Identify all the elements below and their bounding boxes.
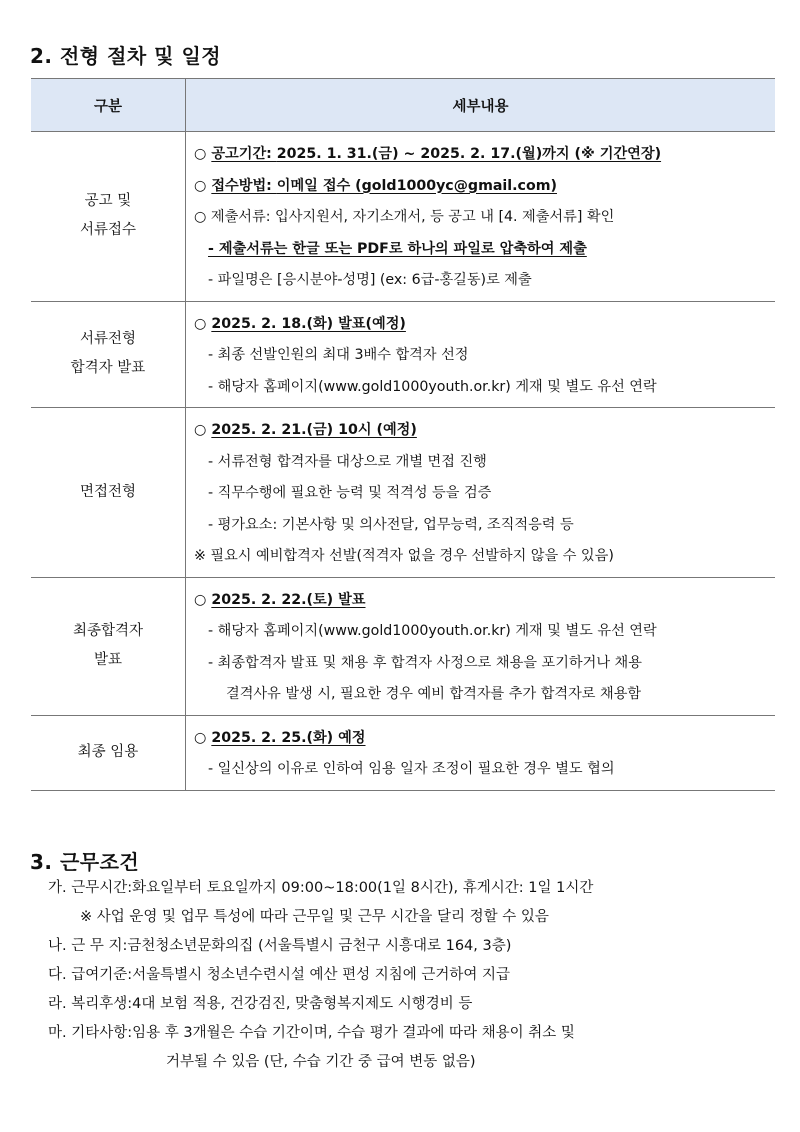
item-text: 서울특별시 청소년수련시설 예산 편성 지침에 근거하여 지급 [132,967,510,983]
detail-value: 2025. 2. 21.(금) 10시 (예정) [211,422,417,438]
bullet: ○ [194,729,212,746]
row-details [186,132,776,302]
detail-line [194,309,775,341]
row-category [31,301,186,408]
category-line: 서류접수 [79,222,137,239]
list-item [48,990,788,1019]
category-line: 최종합격자 [72,623,144,639]
detail-value: 2025. 2. 22.(토) 발표 [211,591,366,608]
category-line: 서류전형 [79,331,137,348]
item-text: 임용 후 3개월은 수습 기간이며, 수습 평가 결과에 따라 채용이 취소 및 [132,1025,575,1041]
detail-line [194,139,775,171]
table-row [31,408,775,578]
table-row [31,132,775,302]
list-item [48,1019,788,1048]
section-3-title: 3. 근무조건 [30,850,140,874]
item-label: 다. 급여기준: [48,967,133,983]
detail-line [194,234,775,266]
category-line: 최종 임용 [77,744,139,760]
item-text: 금천청소년문화의집 (서울특별시 금천구 시흥대로 164, 3층) [127,938,512,954]
section-2-title: 2. 전형 절차 및 일정 [30,44,222,68]
detail-line [194,723,775,755]
list-item-note: ※ 사업 운영 및 업무 특성에 따라 근무일 및 근무 시간을 달리 정할 수 있음 [80,909,549,925]
list-item [48,932,788,961]
detail-value: 2025. 2. 25.(화) 예정 [211,729,366,746]
item-text: 4대 보험 적용, 건강검진, 맞춤형복지제도 시행경비 등 [132,996,473,1012]
detail-line [194,415,775,447]
row-category [31,577,186,715]
detail-label: 공고기간: [211,146,277,162]
detail-line: - 직무수행에 필요한 능력 및 적격성 등을 검증 [208,485,492,501]
category-line: 합격자 발표 [70,360,146,377]
detail-line [194,171,775,203]
detail-line [194,585,775,617]
detail-label: 접수방법: [211,177,277,194]
row-details [186,301,776,408]
detail-line: - 최종 선발인원의 최대 3배수 합격자 선정 [208,347,469,363]
table-header-row [31,79,775,132]
item-label: 라. 복리후생: [48,996,133,1012]
item-text: 화요일부터 토요일까지 09:00~18:00(1일 8시간), 휴게시간: 1일 1시간 [132,880,594,896]
detail-line: 결격사유 발생 시, 필요한 경우 예비 합격자를 추가 합격자로 채용함 [226,686,642,702]
item-label: 나. 근 무 지: [48,938,128,954]
bullet: ○ [194,591,212,608]
table-row [31,301,775,408]
category-line: 발표 [93,652,122,668]
list-item [48,874,788,903]
bullet: ○ [194,422,212,438]
detail-line: ○ 제출서류: 입사지원서, 자기소개서, 등 공고 내 [4. 제출서류] 확인 [194,209,615,225]
detail-line: - 파일명은 [응시분야-성명] (ex: 6급-홍길동)로 제출 [208,272,532,288]
row-details [186,577,776,715]
detail-value: 2025. 2. 18.(화) 발표(예정) [211,315,406,332]
bullet: ○ [194,315,212,332]
header-details: 세부내용 [186,79,776,132]
detail-value: 이메일 접수 (gold1000yc@gmail.com) [276,177,557,194]
row-category [31,132,186,302]
detail-emphasis: - 제출서류는 한글 또는 PDF로 하나의 파일로 압축하여 제출 [208,240,587,257]
header-category: 구분 [31,79,186,132]
detail-line: - 일신상의 이유로 인하여 임용 일자 조정이 필요한 경우 별도 협의 [208,761,615,777]
category-line: 면접전형 [79,483,137,500]
detail-value: 2025. 1. 31.(금) ~ 2025. 2. 17.(월)까지 (※ 기간연장) [276,146,662,162]
row-details [186,408,776,578]
work-conditions-list [48,874,788,1077]
bullet: ○ [194,177,212,194]
table-row [31,577,775,715]
detail-line: - 해당자 홈페이지(www.gold1000youth.or.kr) 게재 및 별도 유선 연락 [208,623,657,639]
detail-line: - 평가요소: 기본사항 및 의사전달, 업무능력, 조직적응력 등 [208,516,574,533]
detail-line: - 최종합격자 발표 및 채용 후 합격자 사정으로 채용을 포기하거나 채용 [208,654,642,671]
detail-line: ※ 필요시 예비합격자 선발(적격자 없을 경우 선발하지 않을 수 있음) [194,548,614,564]
detail-line: - 해당자 홈페이지(www.gold1000youth.or.kr) 게재 및 별도 유선 연락 [208,378,657,395]
item-label: 마. 기타사항: [48,1025,133,1041]
bullet: ○ [194,146,212,162]
item-label: 가. 근무시간: [48,880,133,896]
row-details [186,715,776,790]
row-category [31,715,186,790]
table-row [31,715,775,790]
row-category [31,408,186,578]
list-item-continuation: 거부될 수 있음 (단, 수습 기간 중 급여 변동 없음) [166,1054,476,1070]
list-item [48,961,788,990]
detail-line: - 서류전형 합격자를 대상으로 개별 면접 진행 [208,453,487,470]
schedule-table [31,78,775,791]
category-line: 공고 및 [84,193,132,210]
